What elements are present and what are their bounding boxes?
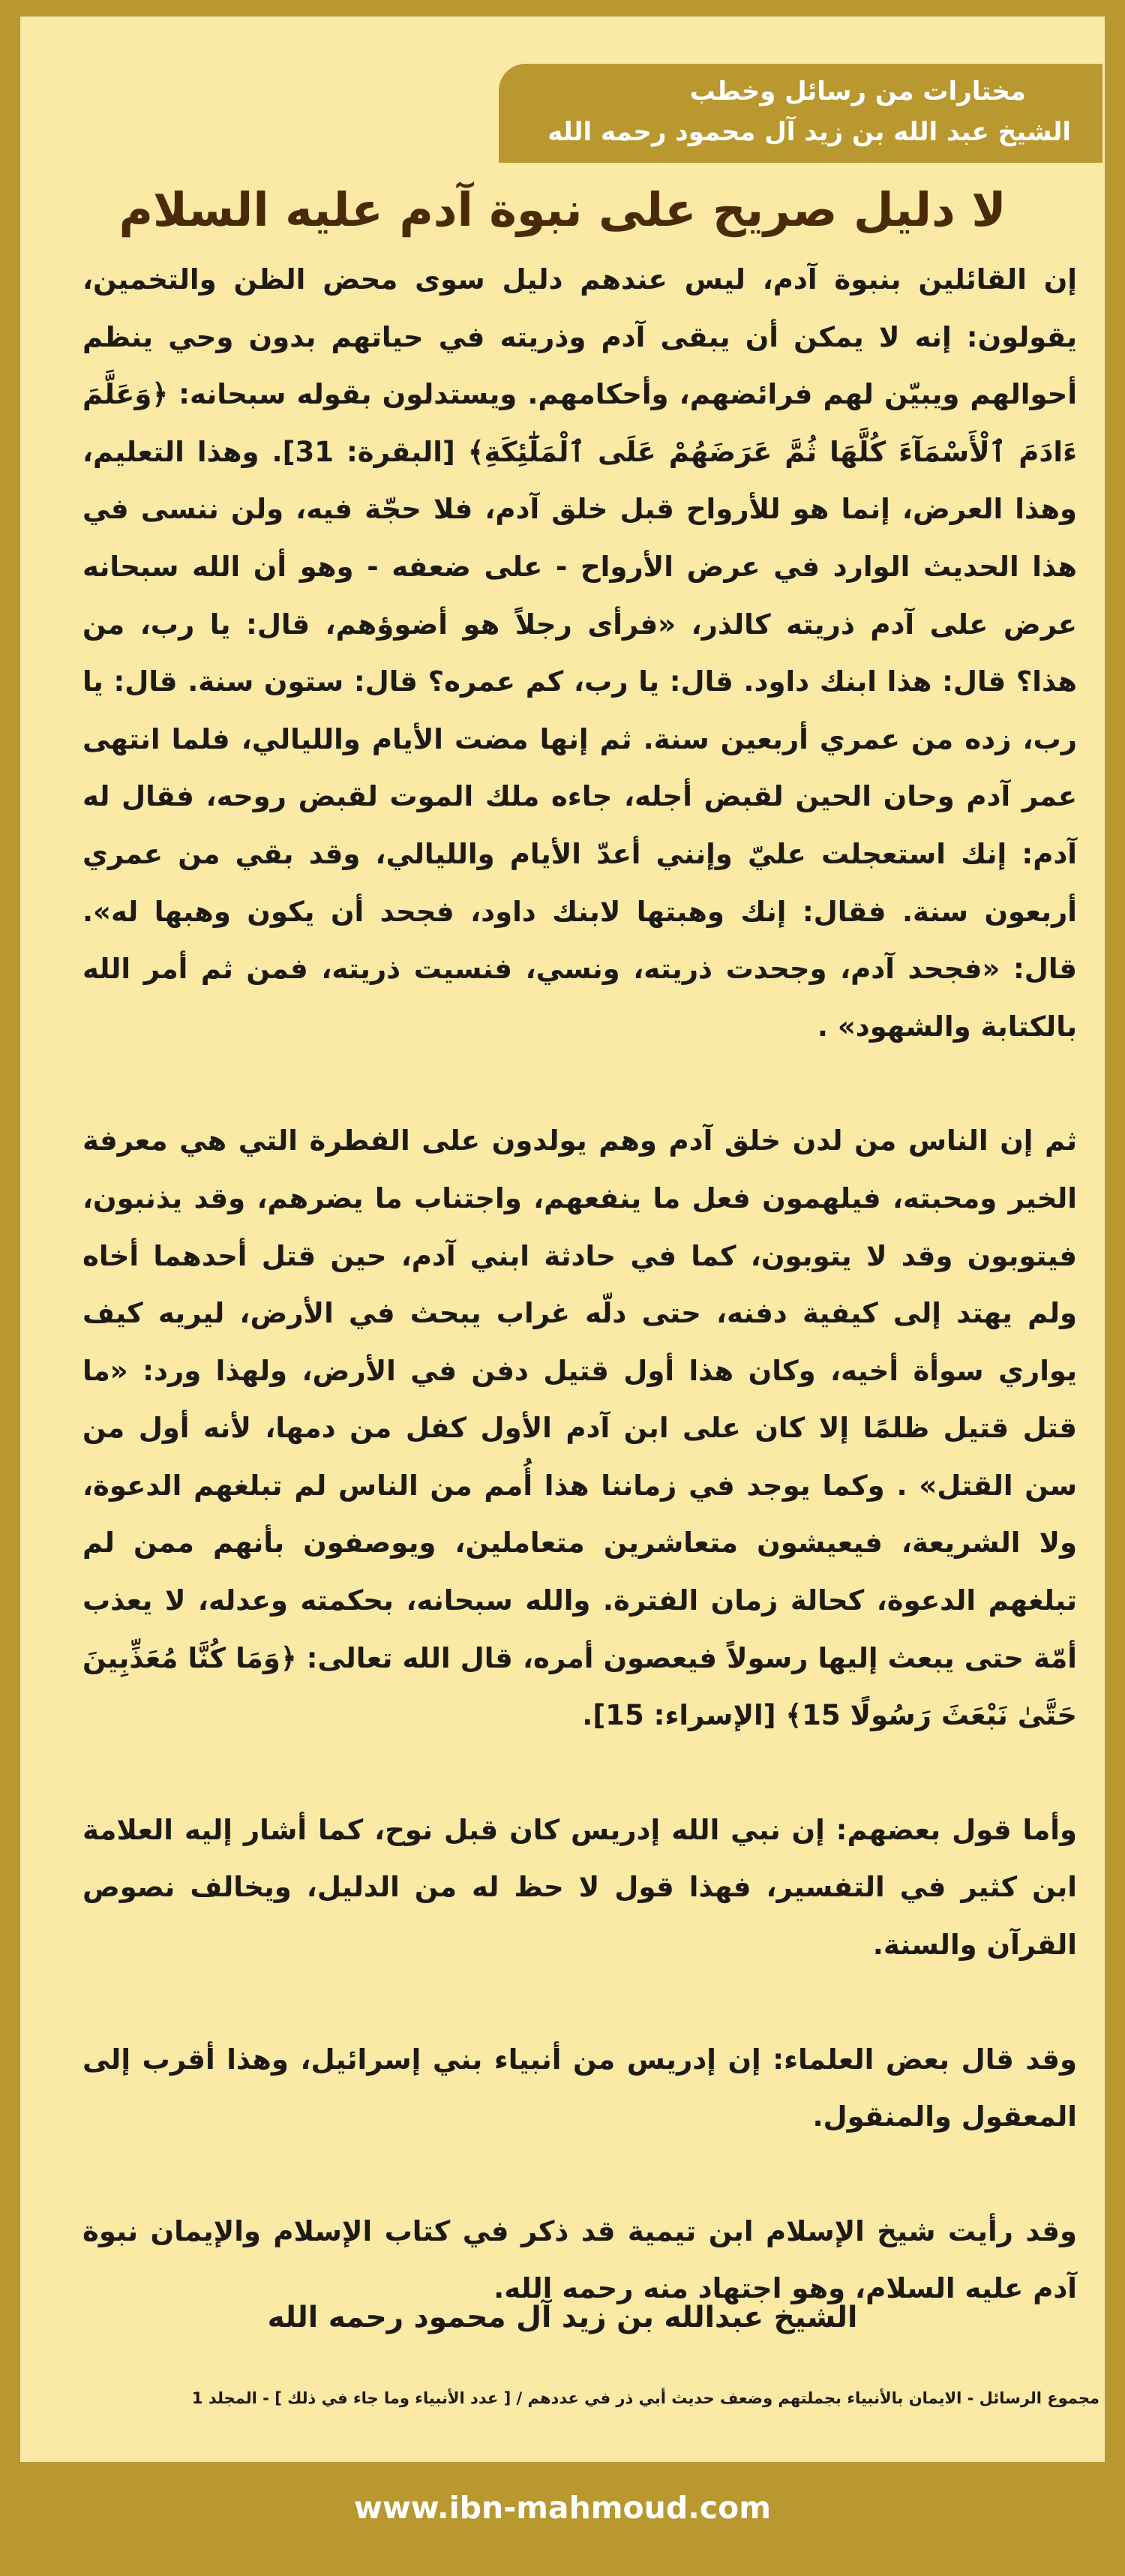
header-band [499,64,1102,163]
footer-url-link[interactable]: www.ibn-mahmoud.com [354,2490,771,2526]
header-line-2: الشيخ عبد الله بن زيد آل محمود رحمه الله [548,117,1071,147]
paragraph-2: ثم إن الناس من لدن خلق آدم وهم يولدون على الفطرة التي هي معرفة الخير ومحبته، فيلهمون فعل ما ينفعهم، واجتناب ما يضرهم، وقد يذنبون، فيتوبون وقد لا يتوبون، كما في حادثة ابني آدم، حين قتل أحدهما أخاه ولم يهتد إلى كيفية دفنه، حتى دلّه غراب يبحث في الأرض، ليريه كيف يواري سوأة أخيه، وكان هذا أول قتيل دفن في الأرض، ولهذا ورد: «ما قتل قتيل ظلمًا إلا كان على ابن آدم الأول كفل من دمها، لأنه أول من سن القتل» . وكما يوجد في زماننا هذا أُمم من الناس لم تبلغهم الدعوة، ولا الشريعة، فيعيشون متعاشرين متعاملين، ويوصفون بأنهم ممن لم تبلغهم الدعوة، كحالة زمان الفترة. والله سبحانه، بحكمته وعدله، لا يعذب أمّة حتى يبعث إليها رسولاً فيعصون أمره، قال الله تعالى: ﴿وَمَا كُنَّا مُعَذِّبِينَ حَتَّىٰ نَبْعَثَ رَسُولًا 15﴾ [الإسراء: 15]. [82,1124,1077,1732]
source-citation: مجموع الرسائل - الايمان بالأنبياء بجملتهم وضعف حديث أبي ذر في عددهم / [ عدد الأنبياء وما جاء في ذلك ] - المجلد 1 [191,2389,1100,2407]
paragraph-5: وقد رأيت شيخ الإسلام ابن تيمية قد ذكر في كتاب الإسلام والإيمان نبوة آدم عليه السلام، وهو اجتهاد منه رحمه الله. [82,2214,1077,2305]
content-panel [20,17,1105,2462]
paragraph-1: إن القائلين بنبوة آدم، ليس عندهم دليل سوى محض الظن والتخمين، يقولون: إنه لا يمكن أن يبقى آدم وذريته في حياتهم بدون وحي ينظم أحوالهم ويبيّن لهم فرائضهم، وأحكامهم. ويستدلون بقوله سبحانه: ﴿وَعَلَّمَ ءَادَمَ ٱلْأَسْمَآءَ كُلَّهَا ثُمَّ عَرَضَهُمْ عَلَى ٱلْمَلَٰٓئِكَةِ﴾ [البقرة: 31]. وهذا التعليم، وهذا العرض، إنما هو للأرواح قبل خلق آدم، فلا حجّة فيه، ولن ننسى في هذا الحديث الوارد في عرض الأرواح - على ضعفه - وهو أن الله سبحانه عرض على آدم ذريته كالذر، «فرأى رجلاً هو أضوؤهم، قال: يا رب، من هذا؟ قال: هذا ابنك داود. قال: يا رب، كم عمره؟ قال: ستون سنة. قال: يا رب، زده من عمري أربعين سنة. ثم إنها مضت الأيام والليالي، فلما انتهى عمر آدم وحان الحين لقبض أجله، جاءه ملك الموت لقبض روحه، فقال له آدم: إنك استعجلت عليّ وإنني أعدّ الأيام والليالي، وقد بقي من عمري أربعون سنة. فقال: إنك وهبتها لابنك داود، فجحد أن يكون وهبها له». قال: «فجحد آدم، وجحدت ذريته، ونسي، فنسيت ذريته، فمن ثم أمر الله بالكتابة والشهود» . [82,263,1077,1043]
paragraph-4: وقد قال بعض العلماء: إن إدريس من أنبياء بني إسرائيل، وهذا أقرب إلى المعقول والمنقول. [82,2043,1077,2133]
header-line-1: مختارات من رسائل وخطب [689,77,1026,107]
article-body [82,251,1077,2318]
author-signature: الشيخ عبدالله بن زيد آل محمود رحمه الله [267,2301,858,2334]
article-title: لا دليل صريح على نبوة آدم عليه السلام [118,182,1006,237]
paragraph-3: وأما قول بعضهم: إن نبي الله إدريس كان قبل نوح، كما أشار إليه العلامة ابن كثير في التفسير، فهذا قول لا حظ له من الدليل، ويخالف نصوص القرآن والسنة. [82,1813,1077,1962]
